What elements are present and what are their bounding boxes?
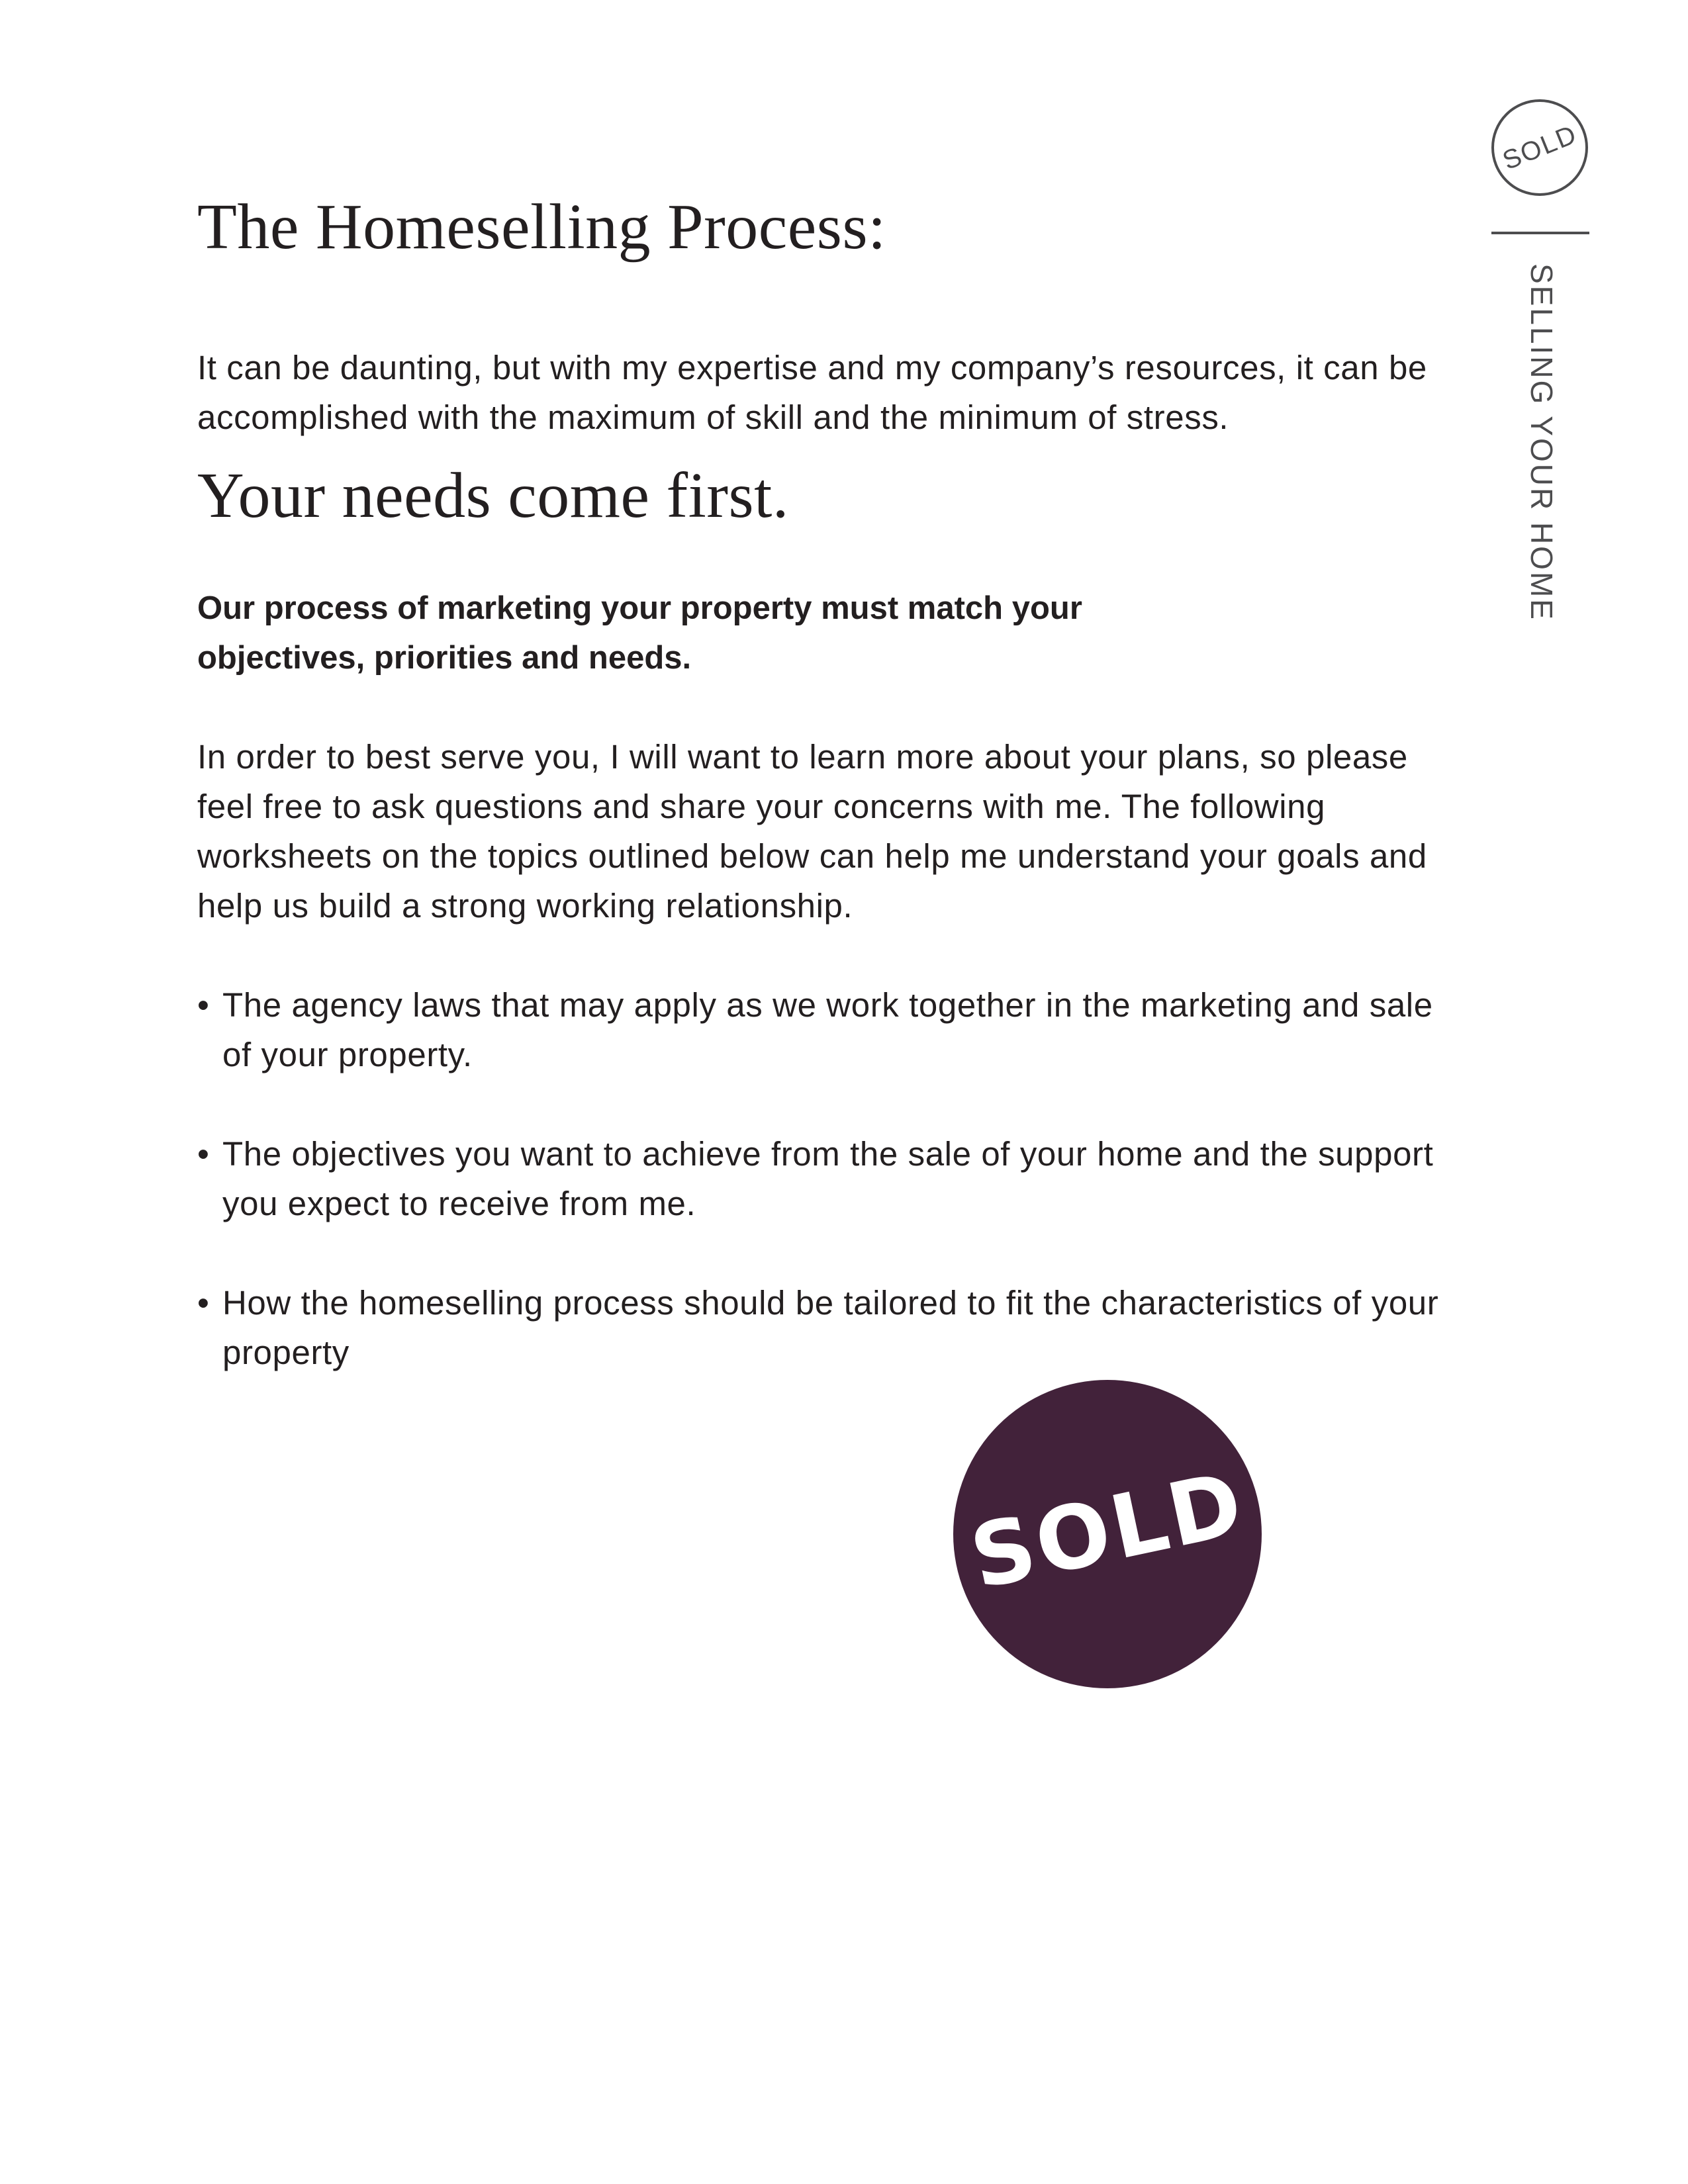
section-heading: Your needs come first.	[197, 459, 789, 531]
page-content	[197, 192, 1455, 1427]
list-item	[197, 1129, 1455, 1228]
sold-sticker	[953, 1380, 1262, 1688]
list-item-text: The objectives you want to achieve from the sale of your home and the support you expect to receive from me.	[222, 1134, 1434, 1222]
list-item	[197, 980, 1455, 1079]
bullet-marker: •	[197, 1134, 210, 1173]
lead-statement: Our process of marketing your property must match your objectives, priorities and needs.	[197, 590, 1082, 676]
page-title: The Homeselling Process:	[197, 191, 886, 263]
list-item-text: The agency laws that may apply as we work together in the marketing and sale of your property.	[222, 985, 1433, 1073]
intro-paragraph: It can be daunting, but with my expertise and my company’s resources, it can be accomplished with the maximum of skill and the minimum of stress.	[197, 348, 1427, 436]
bullet-marker: •	[197, 1283, 210, 1322]
body-paragraph: In order to best serve you, I will want to learn more about your plans, so please feel free to ask questions and share your concerns with me. The following worksheets on the topics outlined below can help me understand your goals and help us build a strong working relationship.	[197, 737, 1427, 925]
list-item-text: How the homeselling process should be tailored to fit the characteristics of your property	[222, 1283, 1439, 1371]
list-item	[197, 1278, 1455, 1377]
side-divider	[1491, 232, 1589, 234]
sold-sticker-text: SOLD	[962, 1452, 1253, 1610]
side-sold-badge	[1491, 99, 1588, 196]
side-section-label: SELLING YOUR HOME	[1524, 263, 1559, 621]
side-sold-badge-text: SOLD	[1498, 119, 1581, 175]
bullet-marker: •	[197, 985, 210, 1024]
topic-list	[197, 980, 1455, 1377]
